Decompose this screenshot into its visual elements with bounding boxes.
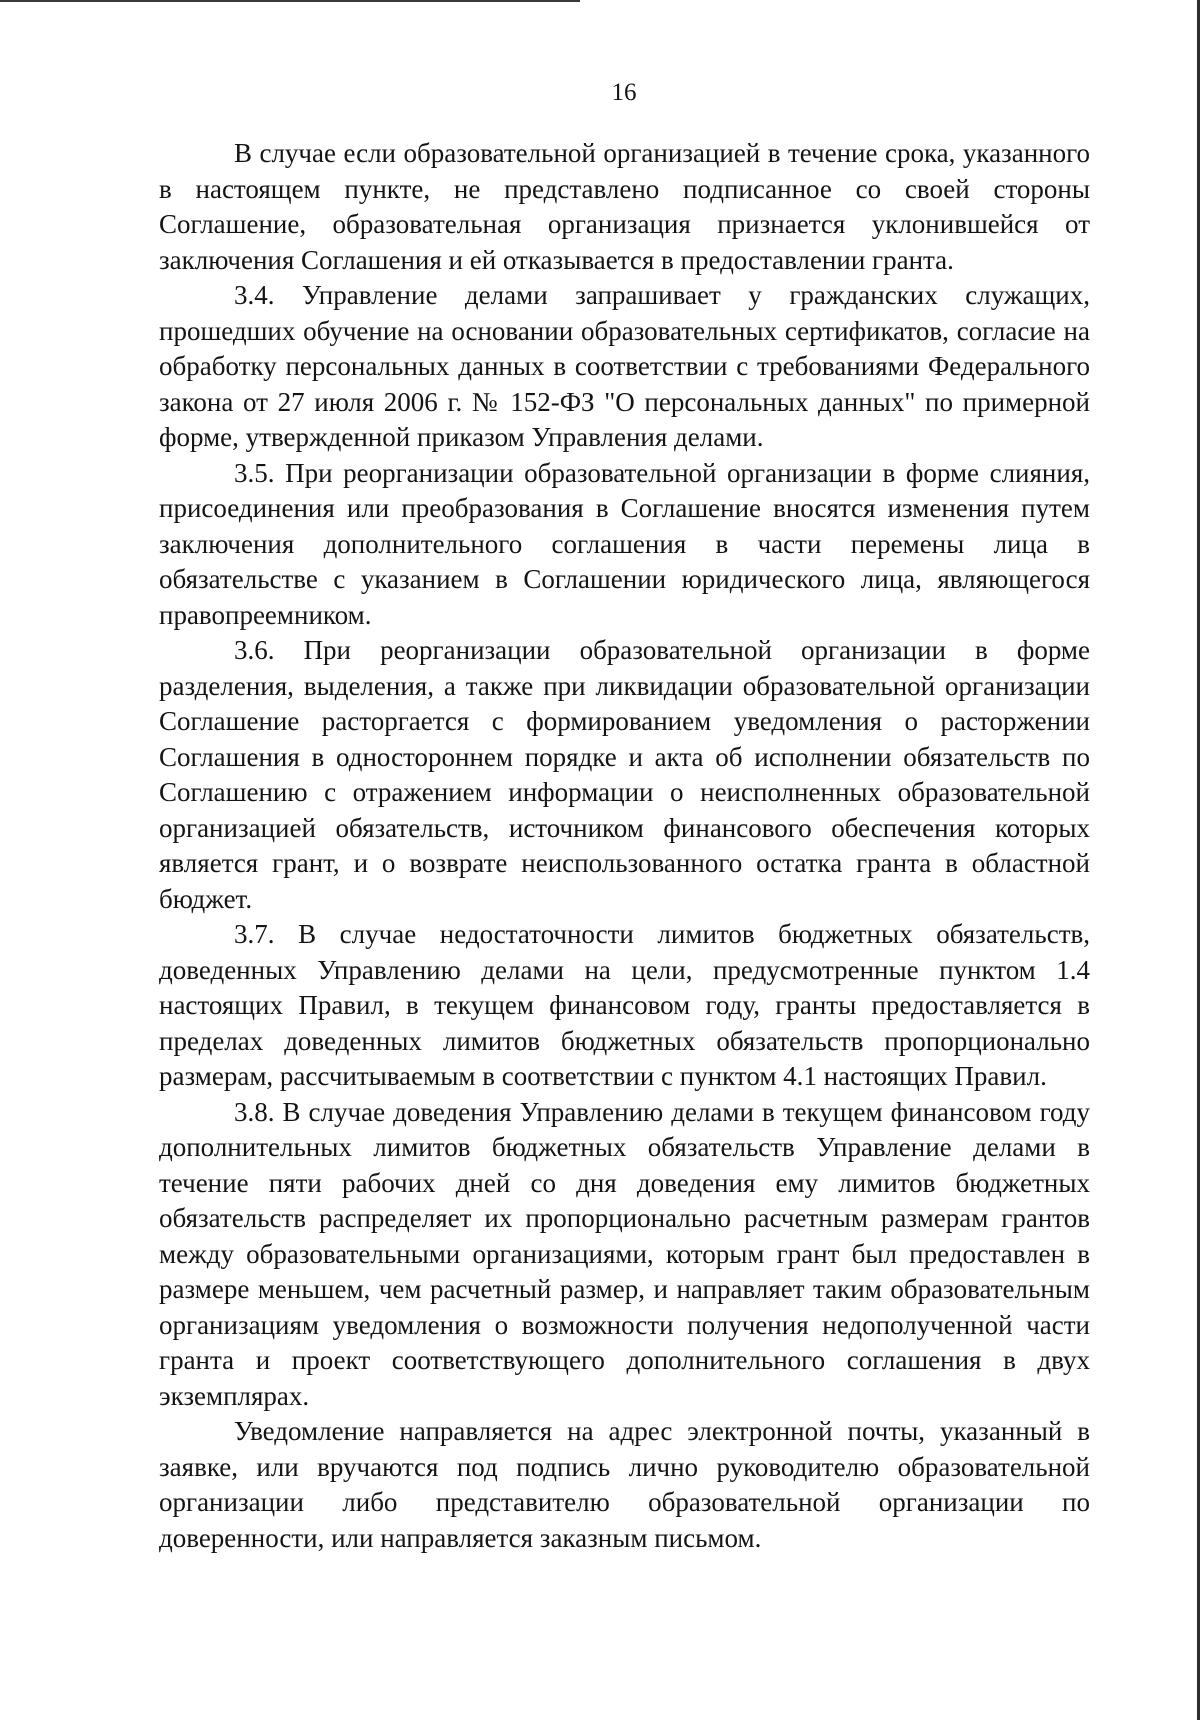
paragraph-evasion: В случае если образовательной организацией в течение срока, указанного в настоящем пункте, не представлено подписанное со своей стороны Соглашение, образовательная организация признается уклонившейся от заключения Соглашения и ей отказывается в предоставлении гранта.: [159, 138, 1090, 275]
document-body: [159, 136, 1090, 1556]
paragraph-3-7: 3.7. В случае недостаточности лимитов бюджетных обязательств, доведенных Управлению делами на цели, предусмотренные пунктом 1.4 настоящих Правил, в текущем финансовом году, гранты предоставляется в пределах доведенных лимитов бюджетных обязательств пропорционально размерам, рассчитываемым в соответствии с пунктом 4.1 настоящих Правил.: [159, 919, 1090, 1091]
scan-border-top: [0, 0, 580, 2]
paragraph-3-8: 3.8. В случае доведения Управлению делами в текущем финансовом году дополнительных лимитов бюджетных обязательств Управление делами в течение пяти рабочих дней со дня доведения ему лимитов бюджетных обязательств распределяет их пропорционально расчетным размерам грантов между образовательными организациями, которым грант был предоставлен в размере меньшем, чем расчетный размер, и направляет таким образовательным организациям уведомления о возможности получения недополученной части гранта и проект соответствующего дополнительного соглашения в двух экземплярах.: [159, 1096, 1090, 1411]
paragraph-3-6: 3.6. При реорганизации образовательной организации в форме разделения, выделения, а также при ликвидации образовательной организации Соглашение расторгается с формированием уведомления о расторжении Соглашения в одностороннем порядке и акта об исполнении обязательств по Соглашению с отражением информации о неисполненных образовательной организацией обязательств, источником финансового обеспечения которых является грант, и о возврате неиспользованного остатка гранта в областной бюджет.: [159, 635, 1090, 914]
paragraph-3-4: 3.4. Управление делами запрашивает у гражданских служащих, прошедших обучение на основании образовательных сертификатов, согласие на обработку персональных данных в соответствии с требованиями Федерального закона от 27 июля 2006 г. № 152-ФЗ "О персональных данных" по примерной форме, утвержденной приказом Управления делами.: [159, 280, 1090, 452]
page-number: 16: [611, 79, 637, 106]
paragraph-notification: Уведомление направляется на адрес электронной почты, указанный в заявке, или вручаются под подпись лично руководителю образовательной организации либо представителю образовательной организации по доверенности, или направляется заказным письмом.: [159, 1416, 1090, 1553]
paragraph-3-5: 3.5. При реорганизации образовательной организации в форме слияния, присоединения или преобразования в Соглашение вносятся изменения путем заключения дополнительного соглашения в части перемены лица в обязательстве с указанием в Соглашении юридического лица, являющегося правопреемником.: [159, 457, 1090, 630]
